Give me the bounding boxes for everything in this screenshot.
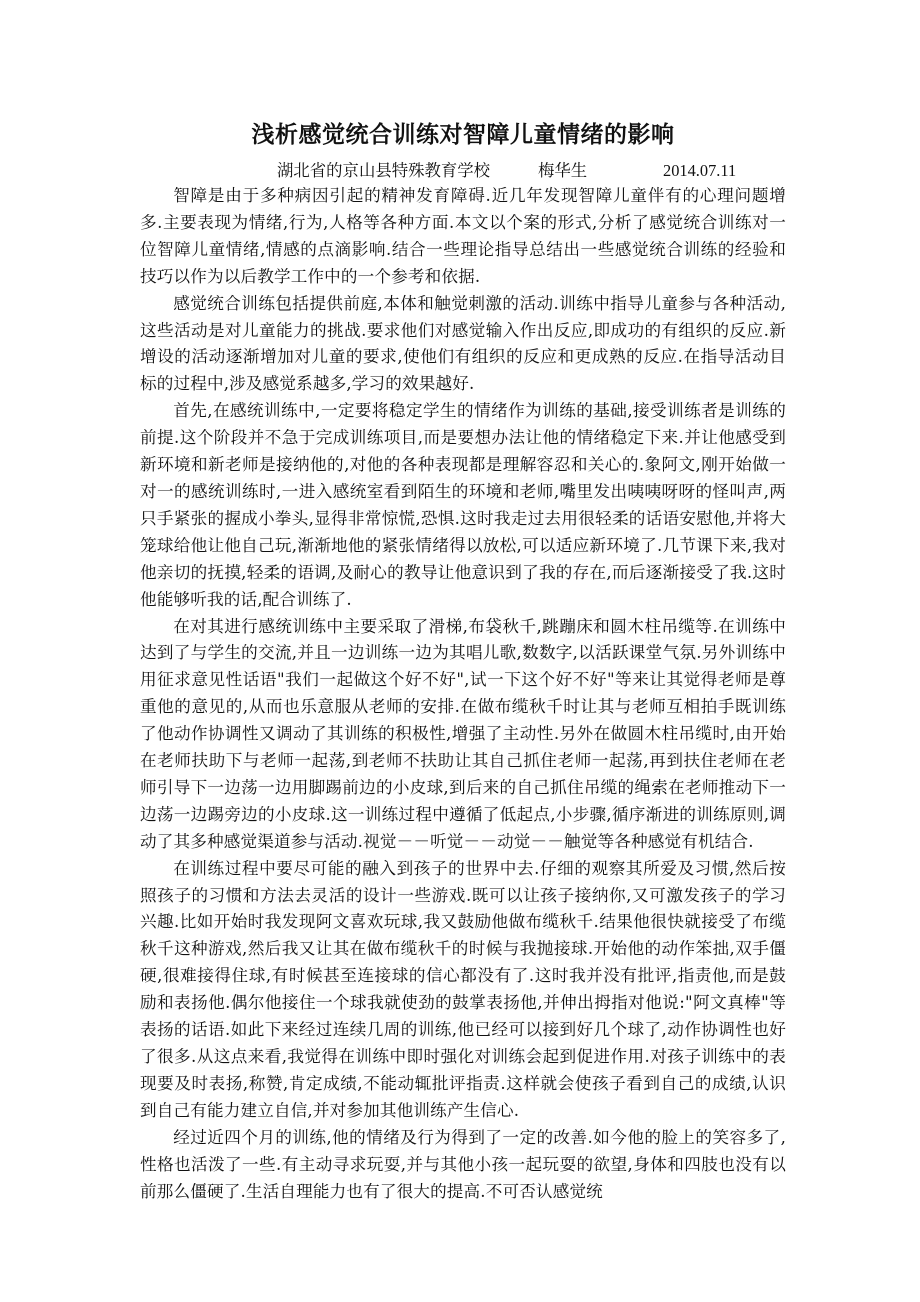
- publish-date: 2014.07.11: [663, 161, 737, 180]
- paragraph-training-overview: 感觉统合训练包括提供前庭,本体和触觉刺激的活动.训练中指导儿童参与各种活动,这些活动是对儿童能力的挑战.要求他们对感觉输入作出反应,即成功的有组织的反应.新增设的活动逐渐增加对儿童的要求,使他们有组织的反应和更成熟的反应.在指导活动目标的过程中,涉及感觉系越多,学习的效果越好.: [140, 293, 786, 394]
- paragraph-child-world: 在训练过程中要尽可能的融入到孩子的世界中去.仔细的观察其所爱及习惯,然后按照孩子的习惯和方法去灵活的设计一些游戏.既可以让孩子接纳你,又可激发孩子的学习兴趣.比如开始时我发现阿文喜欢玩球,我又鼓励他做布缆秋千.结果他很快就接受了布缆秋千这种游戏,然后我又让其在做布缆秋千的时候与我抛接球.开始他的动作笨拙,双手僵硬,很难接得住球,有时候甚至连接球的信心都没有了.这时我并没有批评,指责他,而是鼓励和表扬他.偶尔他接住一个球我就使劲的鼓掌表扬他,并伸出拇指对他说:"阿文真棒"等表扬的话语.如此下来经过连续几周的训练,他已经可以接到好几个球了,动作协调性也好了很多.从这点来看,我觉得在训练中即时强化对训练会起到促进作用.对孩子训练中的表现要及时表扬,称赞,肯定成绩,不能动辄批评指责.这样就会使孩子看到自己的成绩,认识到自己有能力建立自信,并对参加其他训练产生信心.: [140, 858, 786, 1120]
- paragraph-abstract: 智障是由于多种病因引起的精神发育障碍.近几年发现智障儿童伴有的心理问题增多.主要表现为情绪,行为,人格等各种方面.本文以个案的形式,分析了感觉统合训练对一位智障儿童情绪,情感的点滴影响.结合一些理论指导总结出一些感觉统合训练的经验和技巧以作为以后教学工作中的一个参考和依据.: [140, 186, 786, 286]
- document-title: 浅析感觉统合训练对智障儿童情绪的影响: [251, 122, 675, 148]
- document-page: [140, 116, 786, 1205]
- document-body: [140, 183, 786, 1205]
- paragraph-results: 经过近四个月的训练,他的情绪及行为得到了一定的改善.如今他的脸上的笑容多了,性格也活泼了一些.有主动寻求玩耍,并与其他小孩一起玩耍的欲望,身体和四肢也没有以前那么僵硬了.生活自理能力也有了很大的提高.不可否认感觉统: [140, 1127, 786, 1201]
- author-school: 湖北省的京山县特殊教育学校: [277, 161, 491, 180]
- paragraph-training-methods: 在对其进行感统训练中主要采取了滑梯,布袋秋千,跳蹦床和圆木柱吊缆等.在训练中达到了与学生的交流,并且一边训练一边为其唱儿歌,数数字,以活跃课堂气氛.另外训练中用征求意见性话语"我们一起做这个好不好",试一下这个好不好"等来让其觉得老师是尊重他的意见的,从而也乐意服从老师的安排.在做布缆秋千时让其与老师互相拍手既训练了他动作协调性又调动了其训练的积极性,增强了主动性.另外在做圆木柱吊缆时,由开始在老师扶助下与老师一起荡,到老师不扶助让其自己抓住老师一起荡,再到扶住老师在老师引导下一边荡一边用脚踢前边的小皮球,到后来的自己抓住吊缆的绳索在老师推动下一边荡一边踢旁边的小皮球.这一训练过程中遵循了低起点,小步骤,循序渐进的训练原则,调动了其多种感觉渠道参与活动.视觉－－听觉－－动觉－－触觉等各种感觉有机结合.: [140, 616, 786, 851]
- byline: [140, 160, 786, 182]
- author-name: 梅华生: [538, 161, 588, 180]
- paragraph-emotional-stability: 首先,在感统训练中,一定要将稳定学生的情绪作为训练的基础,接受训练者是训练的前提.这个阶段并不急于完成训练项目,而是要想办法让他的情绪稳定下来.并让他感受到新环境和新老师是接纳他的,对他的各种表现都是理解容忍和关心的.象阿文,刚开始做一对一的感统训练时,一进入感统室看到陌生的环境和老师,嘴里发出咦咦呀呀的怪叫声,两只手紧张的握成小拳头,显得非常惊慌,恐惧.这时我走过去用很轻柔的话语安慰他,并将大笼球给他让他自己玩,渐渐地他的紧张情绪得以放松,可以适应新环境了.几节课下来,我对他亲切的抚摸,轻柔的语调,及耐心的教导让他意识到了我的存在,而后逐渐接受了我.这时他能够听我的话,配合训练了.: [140, 401, 786, 609]
